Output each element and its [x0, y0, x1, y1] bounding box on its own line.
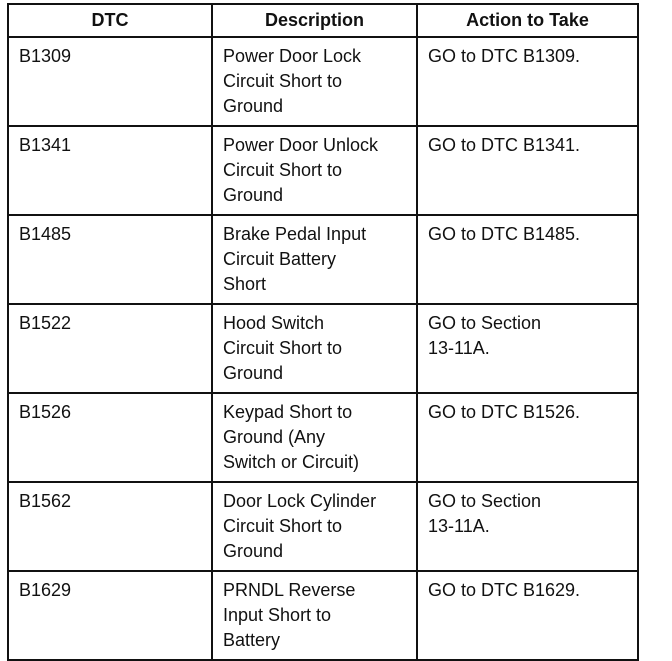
dtc-code-cell: B1309: [8, 37, 212, 126]
description-cell: Hood Switch Circuit Short to Ground: [212, 304, 417, 393]
description-cell: Power Door Unlock Circuit Short to Ground: [212, 126, 417, 215]
dtc-code-cell: B1485: [8, 215, 212, 304]
dtc-table: [7, 3, 639, 661]
dtc-code-cell: B1526: [8, 393, 212, 482]
table-row: [8, 304, 638, 393]
action-cell: GO to DTC B1309.: [417, 37, 638, 126]
table-row: [8, 393, 638, 482]
action-cell: GO to DTC B1629.: [417, 571, 638, 660]
table-row: [8, 126, 638, 215]
description-cell: Door Lock Cylinder Circuit Short to Ground: [212, 482, 417, 571]
action-cell: GO to Section 13-11A.: [417, 482, 638, 571]
action-cell: GO to DTC B1526.: [417, 393, 638, 482]
table-row: [8, 482, 638, 571]
dtc-code-cell: B1341: [8, 126, 212, 215]
dtc-code-cell: B1562: [8, 482, 212, 571]
table-body: [8, 37, 638, 660]
action-cell: GO to DTC B1341.: [417, 126, 638, 215]
header-row: [8, 4, 638, 37]
dtc-code-cell: B1629: [8, 571, 212, 660]
description-cell: Brake Pedal Input Circuit Battery Short: [212, 215, 417, 304]
table-header: [8, 4, 638, 37]
description-cell: PRNDL Reverse Input Short to Battery: [212, 571, 417, 660]
description-cell: Keypad Short to Ground (Any Switch or Circuit): [212, 393, 417, 482]
table-row: [8, 215, 638, 304]
header-dtc: DTC: [8, 4, 212, 37]
table-row: [8, 571, 638, 660]
description-cell: Power Door Lock Circuit Short to Ground: [212, 37, 417, 126]
header-description: Description: [212, 4, 417, 37]
table-row: [8, 37, 638, 126]
action-cell: GO to Section 13-11A.: [417, 304, 638, 393]
dtc-code-cell: B1522: [8, 304, 212, 393]
header-action: Action to Take: [417, 4, 638, 37]
action-cell: GO to DTC B1485.: [417, 215, 638, 304]
